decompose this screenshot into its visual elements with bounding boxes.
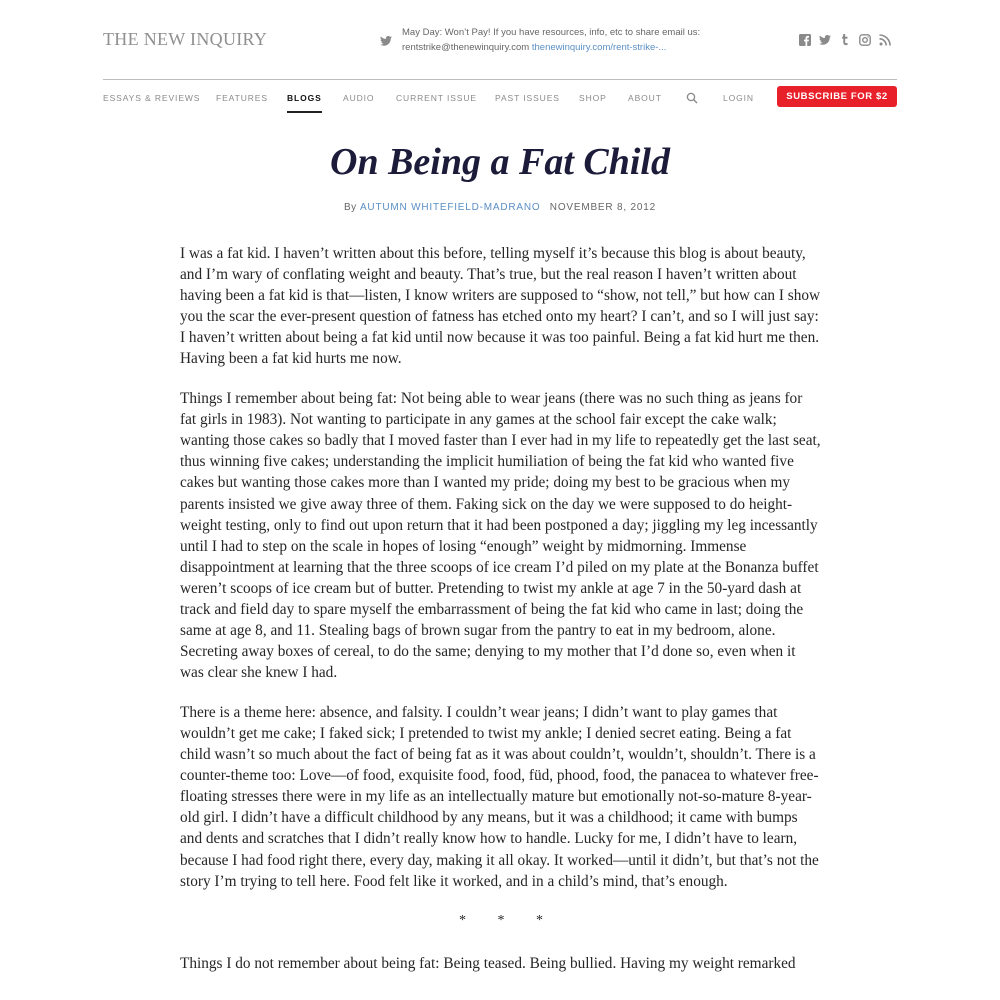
login-link[interactable]: LOGIN [723,93,754,103]
site-logo[interactable]: THE NEW INQUIRY [103,29,268,49]
facebook-icon[interactable] [799,34,811,46]
nav-item-blogs-label: BLOGS [287,93,322,103]
paragraph: Things I do not remember about being fat: Being teased. Being bullied. Having my weight remarked [180,955,796,973]
subscribe-button[interactable]: SUBSCRIBE FOR $2 [777,86,897,107]
paragraph: There is a theme here: absence, and falsity. I couldn’t wear jeans; I didn’t want to play games that wouldn’t get me cake; I faked sick; I pretended to twist my ankle; I denied secret eating. Being a fat child wasn’t so much about the fact of being fat as it was about couldn’t, wouldn’t, shouldn’t. There is a counter-theme too: Love—of food, exquisite food, food, füd, phood, food, the panacea to whatever free-floating stresses there were in my life as an intellectually mature but emotionally not-so-mature 8-year-old girl. I didn’t have a difficult childhood by any means, but it was a childhood; it came with bumps and dents and scratches that I didn’t really know how to handle. Lucky for me, I didn’t have to learn, because I had food right there, every day, making it all okay. It worked—until it didn’t, but that’s not the story I’m trying to tell here. Food felt like it worked, and in a child’s mind, that’s enough. [180,703,819,890]
nav-item-features[interactable]: FEATURES [216,93,268,103]
nav-item-about[interactable]: ABOUT [628,93,662,103]
search-icon[interactable] [686,92,698,104]
main-nav [103,92,897,112]
nav-item-audio[interactable]: AUDIO [343,93,375,103]
article-body [180,243,822,993]
byline [0,202,1000,213]
active-underline [287,111,322,113]
author-link[interactable]: AUTUMN WHITEFIELD-MADRANO [359,202,541,213]
nav-item-essays-reviews[interactable]: ESSAYS & REVIEWS [103,93,201,103]
paragraph: I was a fat kid. I haven’t written about this before, telling myself it’s because this blog is about beauty, and I’m wary of conflating weight and beauty. That’s true, but the real reason I haven’t written about having been a fat kid is that—listen, I know writers are supposed to “show, not tell,” but how can I show you the scar the ever-present question of fatness has etched onto my heart? I can’t, and so I will just say: I haven’t written about being a fat kid until now because it was too painful. Being a fat kid hurt me then. Having been a fat kid hurts me now. [180,245,821,368]
rss-icon[interactable] [879,34,891,46]
tumblr-icon[interactable] [839,34,851,46]
nav-item-current-issue[interactable]: CURRENT ISSUE [396,93,477,103]
header-divider [103,79,897,80]
nav-item-past-issues[interactable]: PAST ISSUES [495,93,560,103]
tweet-text [402,25,722,55]
tweet-link[interactable]: thenewinquiry.com/rent-strike-... [531,42,667,53]
paragraph: Things I remember about being fat: Not being able to wear jeans (there was no such thing as jeans for fat girls in 1983). Not wanting to participate in any games at the school fair except the cake walk; wanting those cakes so badly that I moved faster than I ever had in my life to repeatedly get the last seat, thus winning five cakes; understanding the implicit humiliation of being the fat kid who wanted five cakes but wanting those cakes more than I wanted my pride; doing my best to be gracious when my parents insisted we give away three of them. Faking sick on the day we were supposed to do height-weight testing, only to find out upon return that it had been postponed a day; jiggling my leg incessantly until I had to step on the scale in hopes of losing “enough” weight by midmorning. Immense disappointment at learning that the three scoops of ice cream I’d piled on my plate at the Bonanza buffet weren’t scoops of ice cream but of butter. Pretending to twist my ankle at age 7 in the 50-yard dash at track and field day to spare myself the embarrassment of being the fat kid who came in last; doing the same at age 8, and 11. Stealing bags of brown sugar from the pantry to eat in my bedroom, alone. Secreting away boxes of cereal, to do the same; denying to my mother that I’d done so, even when it was clear she knew I had. [180,390,821,682]
twitter-icon[interactable] [819,34,831,46]
twitter-bird-icon [380,33,392,43]
publish-date: NOVEMBER 8, 2012 [549,202,656,213]
tweet-body: May Day: Won’t Pay! If you have resources, info, etc to share email us: rentstrike@thenewinquiry.com [402,27,701,53]
byline-prefix: By [344,202,357,213]
nav-item-shop[interactable]: SHOP [579,93,607,103]
social-links [799,34,891,46]
article-title: On Being a Fat Child [330,141,670,183]
section-separator: * * * [459,913,557,929]
nav-item-blogs[interactable] [287,92,322,104]
instagram-icon[interactable] [859,34,871,46]
